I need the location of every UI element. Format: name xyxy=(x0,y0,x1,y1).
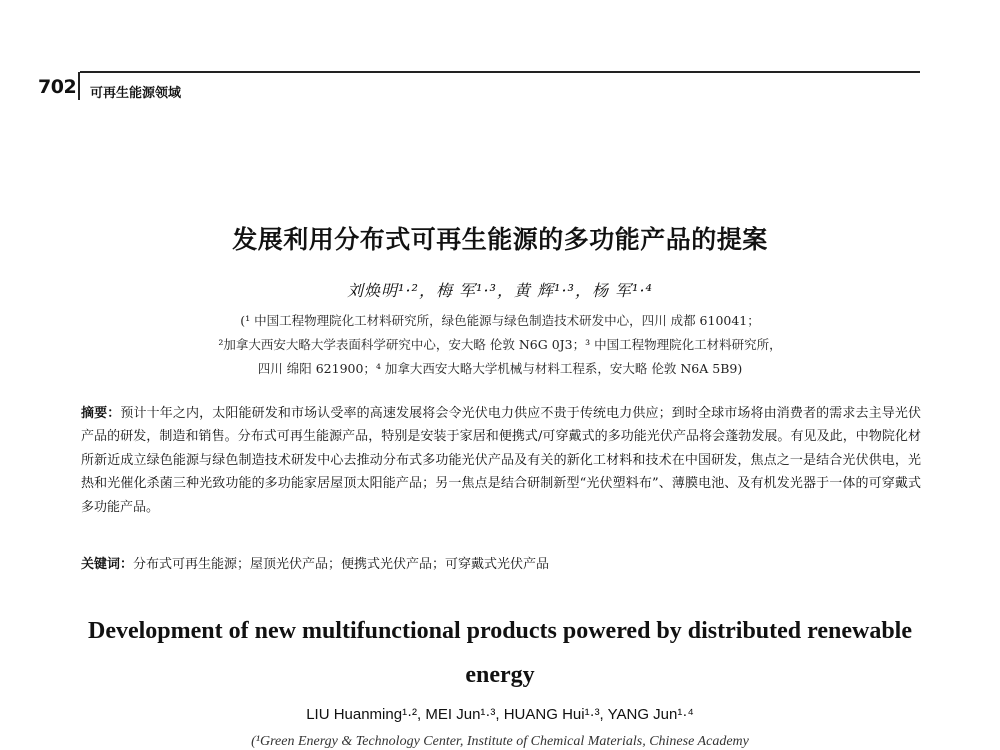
abstract-label: 摘要： xyxy=(81,406,121,421)
paper-title-cn: 发展利用分布式可再生能源的多功能产品的提案 xyxy=(232,225,768,254)
authors-en: LIU Huanming¹·², MEI Jun¹·³, HUANG Hui¹·³, YANG Jun¹·⁴ xyxy=(306,706,694,723)
affiliation-line-2: ²加拿大西安大略大学表面科学研究中心，安大略 伦敦 N6G 0J3；³ 中国工程物理院化工材料研究所， xyxy=(218,337,782,352)
journal-name: 可再生能源领域 xyxy=(90,86,182,101)
paper-title-en: Development of new multifunctional products powered by distributed renewable energy xyxy=(87,618,912,688)
keywords-label: 关键词： xyxy=(81,557,134,572)
keywords-text: 分布式可再生能源；屋顶光伏产品；便携式光伏产品；可穿戴式光伏产品 xyxy=(133,557,550,572)
page-number: 702 xyxy=(38,76,77,98)
header-horizontal-rule xyxy=(80,71,920,73)
abstract xyxy=(81,402,921,519)
abstract-text: 预计十年之内，太阳能研发和市场认受率的高速发展将会令光伏电力供应不贵于传统电力供应；到时全球市场将由消费者的需求去主导光伏产品的研发，制造和销售。分布式可再生能源产品，特别是安装于家居和便携式/可穿戴式的多功能光伏产品将会蓬勃发展。有见及此，中物院化材所新近成立绿色能源与绿色制造技术研发中心去推动分布式多功能光伏产品及有关的新化工材料和技术在中国研发，焦点之一是结合光伏供电，光热和光催化杀菌三种光致功能的多功能家居屋顶太阳能产品；另一焦点是结合研制新型“光伏塑料布”、薄膜电池、及有机发光器于一体的可穿戴式多功能产品。 xyxy=(81,406,921,515)
affiliation-line-1: (¹ 中国工程物理院化工材料研究所，绿色能源与绿色制造技术研发中心，四川 成都 610041； xyxy=(240,313,760,328)
keywords xyxy=(81,553,921,572)
header-vertical-rule xyxy=(78,72,80,100)
authors-cn: 刘焕明¹·²，梅 军¹·³，黄 辉¹·³，杨 军¹·⁴ xyxy=(347,281,653,300)
affiliation-en: (¹Green Energy & Technology Center, Institute of Chemical Materials, Chinese Academy xyxy=(251,734,749,749)
affiliation-line-3: 四川 绵阳 621900；⁴ 加拿大西安大略大学机械与材料工程系，安大略 伦敦 N6A 5B9) xyxy=(257,361,743,376)
